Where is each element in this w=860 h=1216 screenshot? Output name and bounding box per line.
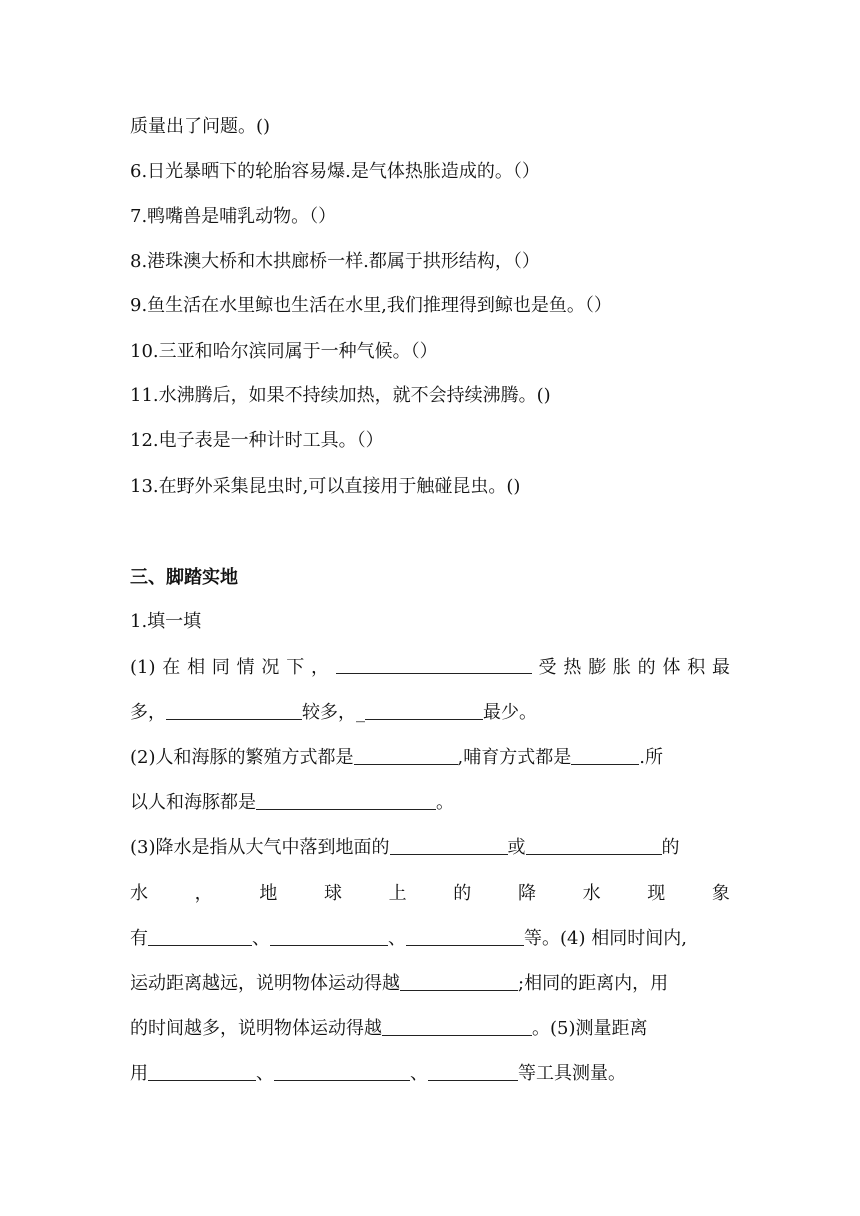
tf-item-8: 8.港珠澳大桥和木拱廊桥一样.都属于拱形结构，（） [130,251,540,272]
text-char: 地 [259,883,278,904]
tf-item-11: 11.水沸腾后，如果不持续加热，就不会持续沸腾。() [130,385,551,406]
tf-item-7: 7.鸭嘴兽是哺乳动物。（） [130,206,337,227]
text-segment: (2)人和海豚的繁殖方式都是 [130,747,354,768]
text-segment: 运动距离越远，说明物体运动得越 [130,973,400,994]
answer-blank[interactable] [365,699,483,720]
text-char: 降 [517,883,536,904]
text-segment: 有 [130,928,148,949]
text-char: 的 [637,657,656,678]
tf-item-12: 12.电子表是一种计时工具。（） [130,430,384,451]
text-char: 受 [538,657,557,678]
q1-number: (1) [130,657,156,678]
text-char: 下 [286,657,305,678]
q1-line-1 [130,653,730,683]
text-segment: 用 [130,1063,148,1084]
text-char: 球 [323,883,342,904]
subsection-title: 1.填一填 [130,611,202,632]
text-char: ， [310,657,329,678]
text-char: 最 [712,657,730,678]
answer-blank[interactable] [274,1060,410,1081]
text-segment: _ [356,702,365,723]
text-segment: 较多， [302,702,356,723]
q4-line-3 [130,1014,730,1044]
answer-blank[interactable] [256,789,436,810]
q1-line-2 [130,698,730,728]
text-char: 象 [711,883,730,904]
text-char: 膨 [588,657,607,678]
answer-blank[interactable] [428,1060,518,1081]
tf-item-13: 13.在野外采集昆虫时,可以直接用于触碰昆虫。() [130,476,521,497]
tf-item-10: 10.三亚和哈尔滨同属于一种气候。（） [130,341,438,362]
text-char: 相 [187,657,206,678]
answer-blank[interactable] [406,925,524,946]
text-char: 的 [453,883,472,904]
answer-blank[interactable] [148,1060,256,1081]
text-segment: 、 [410,1063,428,1084]
answer-blank[interactable] [382,1015,532,1036]
text-segment: 、 [252,928,270,949]
q2-line-2 [130,788,730,818]
q2-line-1 [130,743,730,773]
text-segment: 、 [256,1063,274,1084]
text-char: 上 [388,883,407,904]
text-segment: 以人和海豚都是 [130,792,256,813]
text-segment: 的 [661,837,680,858]
text-segment: 等。(4) 相同时间内, [524,928,687,949]
text-char: 水 [582,883,601,904]
q5-line [130,1059,730,1089]
answer-blank[interactable] [526,834,662,855]
text-segment: 等工具测量。 [518,1063,626,1084]
text-segment: 或 [507,837,526,858]
text-char: 积 [687,657,706,678]
text-segment: 多， [130,702,166,723]
text-char: 况 [261,657,280,678]
text-segment: ;相同的距离内，用 [518,973,669,994]
text-char: 胀 [612,657,631,678]
section-heading: 三、脚踏实地 [130,567,238,588]
text-char: ， [194,883,213,904]
text-char: 情 [236,657,255,678]
text-segment: 的时间越多，说明物体运动得越 [130,1018,382,1039]
answer-blank[interactable] [571,744,639,765]
tf-item-5-continued: 质量出了问题。() [130,116,271,137]
text-segment: 。 [436,792,454,813]
text-segment: (3)降水是指从大气中落到地面的 [130,837,390,858]
text-segment: 。(5)测量距离 [532,1018,648,1039]
q4-line-2 [130,969,730,999]
answer-blank[interactable] [390,834,508,855]
tf-item-9: 9.鱼生活在水里鲸也生活在水里,我们推理得到鲸也是鱼。（） [130,295,612,316]
text-segment: 、 [388,928,406,949]
answer-blank[interactable] [354,744,458,765]
text-segment: ,哺育方式都是 [457,747,572,768]
text-segment: 最少。 [483,702,537,723]
q3-line-3 [130,924,730,954]
q3-line-1 [130,833,730,863]
text-char: 水 [130,883,148,904]
q3-line-2 [130,879,730,909]
tf-item-6: 6.日光暴晒下的轮胎容易爆.是气体热胀造成的。（） [130,161,540,182]
text-char: 在 [162,657,181,678]
text-char: 体 [662,657,681,678]
answer-blank[interactable] [270,925,388,946]
answer-blank[interactable] [148,925,252,946]
text-char: 热 [563,657,582,678]
answer-blank[interactable] [336,653,532,674]
answer-blank[interactable] [400,970,518,991]
text-segment: .所 [639,747,663,768]
answer-blank[interactable] [166,699,302,720]
text-char: 现 [647,883,666,904]
text-char: 同 [211,657,230,678]
